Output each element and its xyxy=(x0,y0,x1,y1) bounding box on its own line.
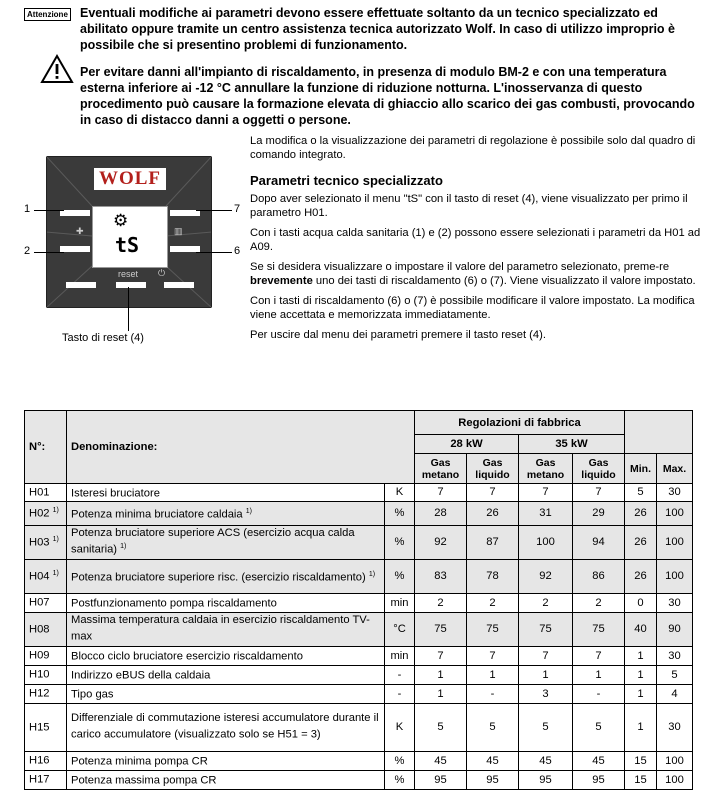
param-unit: min xyxy=(385,593,415,612)
param-l28: 7 xyxy=(467,484,519,502)
param-max: 100 xyxy=(657,501,693,525)
param-name: Potenza minima bruciatore caldaia $^{1)}$ xyxy=(67,501,385,525)
param-m28: 1 xyxy=(415,665,467,684)
section-paragraph-5: Per uscire dal menu dei parametri premere il tasto reset (4). xyxy=(250,329,546,341)
param-l35: - xyxy=(573,684,625,703)
gear-icon: ⚙ xyxy=(113,211,129,230)
param-name: Postfunzionamento pompa riscaldamento xyxy=(67,593,385,612)
callout-7: 7 xyxy=(234,203,241,215)
header-28kw: 28 kW xyxy=(415,435,519,454)
param-min: 15 xyxy=(625,770,657,789)
table-row xyxy=(25,484,693,502)
attention-badge: Attenzione xyxy=(24,8,71,21)
param-min: 40 xyxy=(625,612,657,646)
section-paragraph-3: Se si desidera visualizzare o impostare il valore del parametro selezionato, preme-re brevemente uno dei tasti di riscaldamento (6) o (7). Viene visualizzato il valore impostato. xyxy=(250,261,696,287)
param-unit: K xyxy=(385,484,415,502)
attention-text: Eventuali modifiche ai parametri devono essere effettuate soltanto da un tecnico specializzato ed abilitato oppure tramite un centro assistenza tecnica autorizzato Wolf. In caso di utilizzo improprio è possibile che si presentino problemi di funzionamento. xyxy=(80,6,675,52)
param-l28: 2 xyxy=(467,593,519,612)
param-m35: 7 xyxy=(519,484,573,502)
param-name: Potenza massima pompa CR xyxy=(67,770,385,789)
param-name: Massima temperatura caldaia in esercizio riscaldamento TV-max xyxy=(67,612,385,646)
header-35kw: 35 kW xyxy=(519,435,625,454)
param-m35: 7 xyxy=(519,646,573,665)
intro-text: La modifica o la visualizzazione dei parametri di regolazione è possibile solo dal quadro di comando integrato. xyxy=(250,135,696,161)
param-number: H15 xyxy=(25,703,67,751)
param-min: 15 xyxy=(625,751,657,770)
param-l28: 45 xyxy=(467,751,519,770)
callout-line-1 xyxy=(34,210,64,211)
control-panel-figure xyxy=(46,156,212,308)
param-name: Isteresi bruciatore xyxy=(67,484,385,502)
bottom-left-button[interactable] xyxy=(66,282,96,288)
param-max: 100 xyxy=(657,559,693,593)
table-row xyxy=(25,525,693,559)
param-name: Blocco ciclo bruciatore esercizio riscaldamento xyxy=(67,646,385,665)
param-l35: 2 xyxy=(573,593,625,612)
param-unit: % xyxy=(385,559,415,593)
param-max: 30 xyxy=(657,703,693,751)
param-m35: 100 xyxy=(519,525,573,559)
param-m35: 75 xyxy=(519,612,573,646)
param-l28: 26 xyxy=(467,501,519,525)
table-row xyxy=(25,559,693,593)
header-name: Denominazione: xyxy=(67,411,415,484)
param-min: 26 xyxy=(625,559,657,593)
param-m35: 2 xyxy=(519,593,573,612)
param-max: 30 xyxy=(657,593,693,612)
param-unit: % xyxy=(385,501,415,525)
param-l28: 1 xyxy=(467,665,519,684)
param-l35: 45 xyxy=(573,751,625,770)
param-m28: 75 xyxy=(415,612,467,646)
display-text: tS xyxy=(115,233,140,257)
header-number: N°: xyxy=(25,411,67,484)
param-l28: 5 xyxy=(467,703,519,751)
param-m28: 5 xyxy=(415,703,467,751)
param-l28: 95 xyxy=(467,770,519,789)
table-row xyxy=(25,684,693,703)
param-l28: 78 xyxy=(467,559,519,593)
parameter-rows xyxy=(25,484,693,790)
header-min: Min. xyxy=(625,454,657,484)
param-m35: 5 xyxy=(519,703,573,751)
param-name: Indirizzo eBUS della caldaia xyxy=(67,665,385,684)
param-min: 0 xyxy=(625,593,657,612)
param-m35: 45 xyxy=(519,751,573,770)
header-gas-metano-35: Gas metano xyxy=(519,454,573,484)
warning-text: Per evitare danni all'impianto di riscaldamento, in presenza di modulo BM-2 e con una temperatura esterna inferiore ai -12 °C annullare la funzione di riduzione notturna. L'inosservanza di questo procedimento può causare la formazione elevata di ghiaccio allo scarico dei gas combusti, provocando in caso di distacco danni a oggetti o persone. xyxy=(80,65,695,127)
param-l35: 75 xyxy=(573,612,625,646)
instructions-column xyxy=(250,134,710,348)
table-row xyxy=(25,501,693,525)
callout-1: 1 xyxy=(24,203,31,215)
callout-2: 2 xyxy=(24,245,31,257)
param-m28: 2 xyxy=(415,593,467,612)
header-max: Max. xyxy=(657,454,693,484)
section-paragraph-4: Con i tasti di riscaldamento (6) o (7) è possibile modificare il valore impostato. La modifica viene accettata e memorizzata immediatamente. xyxy=(250,295,695,321)
param-number: H04 $^{1)}$ xyxy=(25,559,67,593)
param-l35: 1 xyxy=(573,665,625,684)
param-unit: °C xyxy=(385,612,415,646)
param-name: Potenza bruciatore superiore risc. (esercizio riscaldamento) $^{1)}$ xyxy=(67,559,385,593)
param-max: 4 xyxy=(657,684,693,703)
param-number: H10 xyxy=(25,665,67,684)
param-name: Tipo gas xyxy=(67,684,385,703)
param-number: H02 $^{1)}$ xyxy=(25,501,67,525)
reset-label: reset xyxy=(118,269,139,279)
header-gas-liquido-28: Gas liquido xyxy=(467,454,519,484)
reset-button[interactable] xyxy=(116,282,146,288)
callout-6: 6 xyxy=(234,245,241,257)
callout-line-7 xyxy=(196,210,232,211)
hot-water-button-2[interactable] xyxy=(60,246,90,252)
section-paragraph-2: Con i tasti acqua calda sanitaria (1) e (2) possono essere selezionati i parametri da H01 ad A09. xyxy=(250,227,701,253)
param-m28: 95 xyxy=(415,770,467,789)
header-gas-metano-28: Gas metano xyxy=(415,454,467,484)
section-title: Parametri tecnico specializzato xyxy=(250,173,443,188)
param-unit: min xyxy=(385,646,415,665)
param-unit: % xyxy=(385,751,415,770)
param-l28: 7 xyxy=(467,646,519,665)
param-max: 90 xyxy=(657,612,693,646)
param-m28: 83 xyxy=(415,559,467,593)
header-factory: Regolazioni di fabbrica xyxy=(415,411,625,435)
param-m28: 7 xyxy=(415,484,467,502)
power-icon: ⏻ xyxy=(158,268,166,278)
param-l28: - xyxy=(467,684,519,703)
param-unit: % xyxy=(385,525,415,559)
param-l35: 7 xyxy=(573,484,625,502)
tap-icon: ✚ xyxy=(76,226,84,236)
param-l35: 7 xyxy=(573,646,625,665)
param-number: H16 xyxy=(25,751,67,770)
param-l35: 94 xyxy=(573,525,625,559)
param-max: 5 xyxy=(657,665,693,684)
reset-caption: Tasto di reset (4) xyxy=(62,332,144,344)
table-row xyxy=(25,751,693,770)
param-max: 30 xyxy=(657,646,693,665)
table-row xyxy=(25,770,693,789)
param-unit: - xyxy=(385,665,415,684)
param-l35: 29 xyxy=(573,501,625,525)
param-min: 1 xyxy=(625,703,657,751)
hot-water-button-1[interactable] xyxy=(60,210,90,216)
table-row xyxy=(25,612,693,646)
param-m35: 31 xyxy=(519,501,573,525)
param-name: Potenza minima pompa CR xyxy=(67,751,385,770)
param-m35: 95 xyxy=(519,770,573,789)
section-paragraph-1: Dopo aver selezionato il menu "tS" con il tasto di reset (4), viene visualizzato per primo il parametro H01. xyxy=(250,193,688,219)
callout-line-2 xyxy=(34,252,64,253)
param-min: 1 xyxy=(625,684,657,703)
param-l35: 95 xyxy=(573,770,625,789)
reset-callout-line xyxy=(128,287,129,331)
param-m28: 1 xyxy=(415,684,467,703)
callout-line-6 xyxy=(196,252,232,253)
param-number: H12 xyxy=(25,684,67,703)
param-max: 100 xyxy=(657,770,693,789)
param-min: 5 xyxy=(625,484,657,502)
lcd-display xyxy=(92,206,168,268)
param-name: Differenziale di commutazione isteresi accumulatore durante il carico accumulatore (visualizzato solo se H51 = 3) xyxy=(67,703,385,751)
param-l35: 5 xyxy=(573,703,625,751)
param-unit: K xyxy=(385,703,415,751)
radiator-icon: ▥ xyxy=(174,226,183,236)
param-number: H03 $^{1)}$ xyxy=(25,525,67,559)
param-l28: 75 xyxy=(467,612,519,646)
param-number: H08 xyxy=(25,612,67,646)
warning-triangle-icon xyxy=(40,54,74,84)
table-row xyxy=(25,703,693,751)
param-min: 26 xyxy=(625,525,657,559)
param-m28: 92 xyxy=(415,525,467,559)
param-min: 1 xyxy=(625,646,657,665)
param-m28: 28 xyxy=(415,501,467,525)
param-number: H09 xyxy=(25,646,67,665)
param-min: 26 xyxy=(625,501,657,525)
param-m28: 7 xyxy=(415,646,467,665)
table-row xyxy=(25,593,693,612)
wolf-logo: WOLF xyxy=(94,168,166,190)
param-number: H01 xyxy=(25,484,67,502)
param-unit: % xyxy=(385,770,415,789)
param-m35: 92 xyxy=(519,559,573,593)
table-row xyxy=(25,646,693,665)
param-number: H17 xyxy=(25,770,67,789)
param-m35: 1 xyxy=(519,665,573,684)
param-m28: 45 xyxy=(415,751,467,770)
param-max: 100 xyxy=(657,525,693,559)
parameter-table xyxy=(24,410,693,790)
param-number: H07 xyxy=(25,593,67,612)
header-gas-liquido-35: Gas liquido xyxy=(573,454,625,484)
param-min: 1 xyxy=(625,665,657,684)
param-max: 100 xyxy=(657,751,693,770)
param-m35: 3 xyxy=(519,684,573,703)
bottom-right-button[interactable] xyxy=(164,282,194,288)
table-row xyxy=(25,665,693,684)
param-l35: 86 xyxy=(573,559,625,593)
param-l28: 87 xyxy=(467,525,519,559)
param-max: 30 xyxy=(657,484,693,502)
param-unit: - xyxy=(385,684,415,703)
param-name: Potenza bruciatore superiore ACS (esercizio acqua calda sanitaria) $^{1)}$ xyxy=(67,525,385,559)
